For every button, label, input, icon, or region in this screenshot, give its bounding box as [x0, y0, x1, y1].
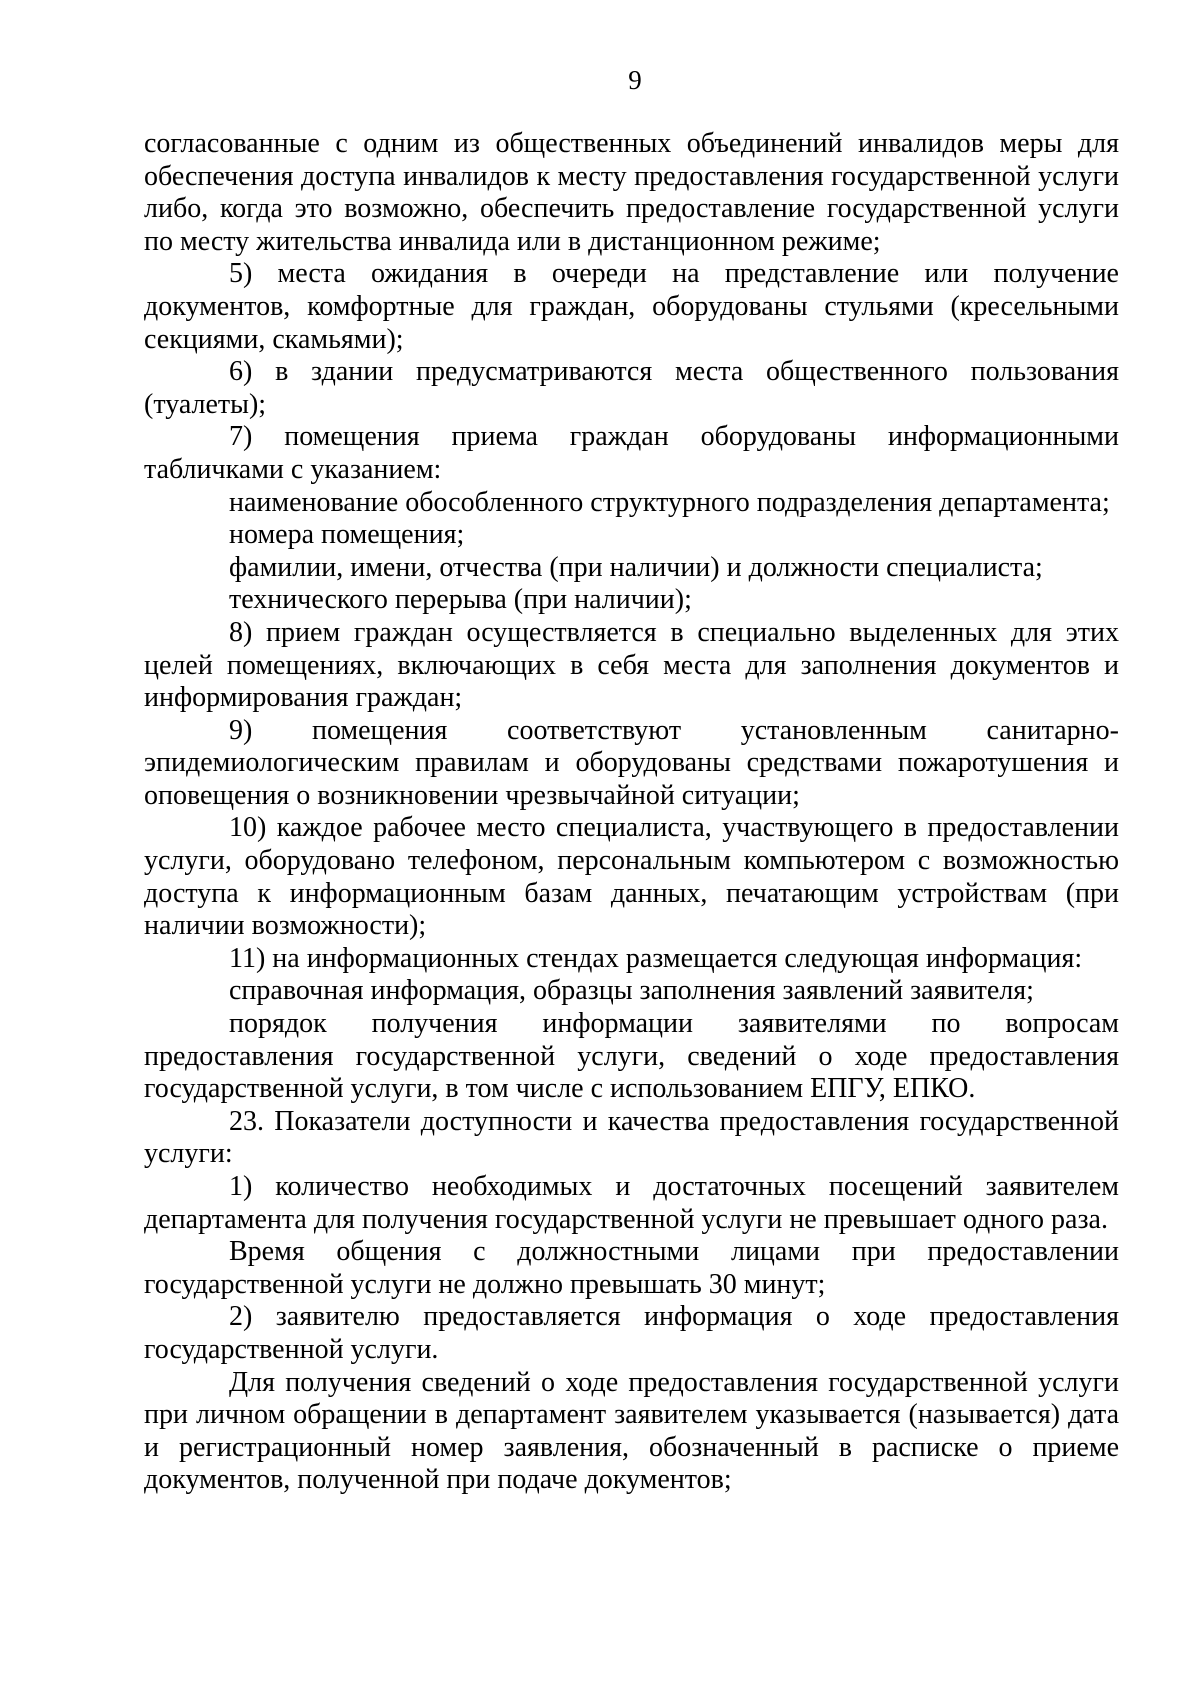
paragraph-19: Для получения сведений о ходе предоставления государственной услуги при личном обращении в департамент заявителем указывается (называется) дата и регистрационный номер заявления, обозначенный в расписке о приеме документов, полученной при подаче документов; [144, 1366, 1119, 1496]
paragraph-1: согласованные с одним из общественных объединений инвалидов меры для обеспечения доступа инвалидов к месту предоставления государственной услуги либо, когда это возможно, обеспечить предоставление государственной услуги по месту жительства инвалида или в дистанционном режиме; [144, 128, 1119, 257]
document-body [144, 128, 1119, 1497]
page-number: 9 [628, 65, 642, 95]
paragraph-18: 2) заявителю предоставляется информация о ходе предоставления государственной услуги. [144, 1301, 1119, 1365]
paragraph-13: справочная информация, образцы заполнения заявлений заявителя; [229, 975, 1034, 1007]
paragraph-7: фамилии, имени, отчества (при наличии) и должности специалиста; [229, 551, 1043, 583]
paragraph-10: 9) помещения соответствуют установленным санитарно-эпидемиологическим правилам и оборудованы средствами пожаротушения и оповещения о возникновении чрезвычайной ситуации; [144, 714, 1119, 811]
paragraph-12: 11) на информационных стендах размещается следующая информация: [229, 942, 1083, 974]
paragraph-5: наименование обособленного структурного подразделения департамента; [229, 486, 1110, 518]
paragraph-16: 1) количество необходимых и достаточных посещений заявителем департамента для получения государственной услуги не превышает одного раза. [144, 1171, 1119, 1235]
paragraph-17: Время общения с должностными лицами при предоставлении государственной услуги не должно превышать 30 минут; [144, 1236, 1119, 1300]
paragraph-2: 5) места ожидания в очереди на представление или получение документов, комфортные для граждан, оборудованы стульями (кресельными секциями, скамьями); [144, 258, 1119, 355]
paragraph-11: 10) каждое рабочее место специалиста, участвующего в предоставлении услуги, оборудовано телефоном, персональным компьютером с возможностью доступа к информационным базам данных, печатающим устройствам (при наличии возможности); [144, 812, 1119, 942]
paragraph-9: 8) прием граждан осуществляется в специально выделенных для этих целей помещениях, включающих в себя места для заполнения документов и информирования граждан; [144, 616, 1119, 714]
paragraph-6: номера помещения; [229, 519, 465, 551]
paragraph-14: порядок получения информации заявителями по вопросам предоставления государственной услуги, сведений о ходе предоставления государственной услуги, в том числе с использованием ЕПГУ, ЕПКО. [144, 1008, 1119, 1105]
paragraph-15: 23. Показатели доступности и качества предоставления государственной услуги: [144, 1105, 1119, 1170]
paragraph-3: 6) в здании предусматриваются места общественного пользования (туалеты); [144, 356, 1119, 420]
paragraph-8: технического перерыва (при наличии); [229, 584, 692, 616]
paragraph-4: 7) помещения приема граждан оборудованы информационными табличками с указанием: [144, 421, 1119, 485]
